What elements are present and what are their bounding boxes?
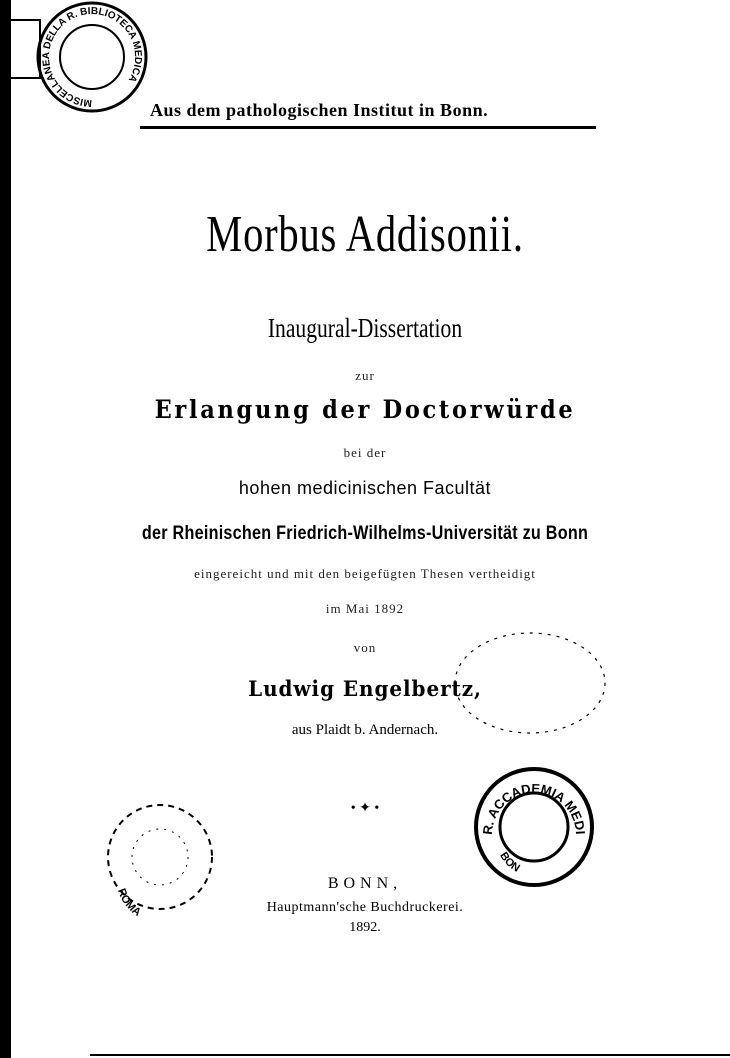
- imprint-year: 1892.: [349, 920, 381, 935]
- academy-stamp-right: [465, 753, 598, 890]
- imprint-printer: Hauptmann'sche Buchdruckerei.: [266, 900, 464, 915]
- stamp-text: R. ACCADEMIA MEDICA: [465, 753, 589, 836]
- institute-header: Aus dem pathologischen Institut in Bonn.: [150, 100, 489, 120]
- eingereicht-line: eingereicht und mit den beigefügten Thesen vertheidigt: [194, 566, 536, 581]
- date-line: im Mai 1892: [325, 601, 405, 616]
- library-stamp-top-left: [35, 0, 150, 115]
- stamp-text: BON: [497, 850, 522, 875]
- bei-der-line: bei der: [343, 445, 387, 460]
- facultaet-line: hohen medicinischen Facultät: [238, 478, 492, 498]
- dissertation-subtitle: Inaugural-Dissertation: [267, 313, 463, 343]
- author-name: Ludwig Engelbertz,: [248, 676, 482, 701]
- page-bottom-edge: [90, 1054, 730, 1056]
- zur-line: zur: [355, 368, 375, 383]
- erlangung-line: Erlangung der Doctorwürde: [154, 395, 576, 424]
- header-rule: [140, 126, 596, 129]
- imprint-city: BONN,: [327, 875, 403, 892]
- ornament: • ✦ •: [350, 801, 380, 816]
- author-origin: aus Plaidt b. Andernach.: [291, 722, 439, 738]
- faint-oval-stamp: [450, 628, 610, 738]
- dissertation-title: Morbus Addisonii.: [206, 206, 524, 263]
- universitaet-line: der Rheinischen Friedrich-Wilhelms-Universität zu Bonn: [141, 523, 589, 544]
- faded-stamp-bottom-left: [98, 800, 223, 919]
- stamp-text: MISCELLANEA DELLA R. BIBLIOTECA MEDICA: [40, 5, 144, 109]
- stamp-text: ROMA: [115, 886, 144, 919]
- von-line: von: [353, 640, 377, 655]
